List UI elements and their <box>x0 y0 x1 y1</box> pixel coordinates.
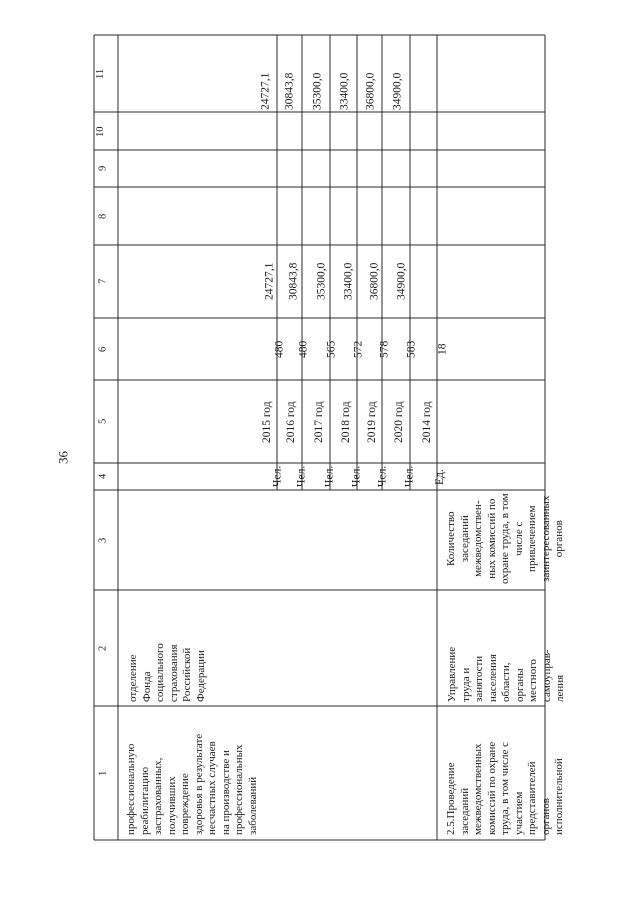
column-number-9: 9 <box>97 165 109 171</box>
row-3-value: 565 <box>325 340 338 358</box>
row-2-unit: Чел. <box>295 465 308 487</box>
row-4-col11: 33400,0 <box>338 72 351 110</box>
row-6-col7: 34900,0 <box>395 262 408 300</box>
page-number: 36 <box>55 451 71 464</box>
row-4-value: 572 <box>352 340 365 358</box>
row-1-year: 2015 год <box>261 400 274 443</box>
column-number-1: 1 <box>97 770 109 776</box>
column-number-8: 8 <box>97 213 109 219</box>
row-6-year: 2020 год <box>393 400 406 443</box>
row-6-unit: Чел. <box>403 465 416 487</box>
column-number-4: 4 <box>97 473 109 479</box>
column-number-11: 11 <box>94 68 106 79</box>
row-1-col11: 24727,1 <box>259 72 272 110</box>
row-1-value: 480 <box>273 340 286 358</box>
row-4-col7: 33400,0 <box>342 262 355 300</box>
row-5-value: 578 <box>378 340 391 358</box>
column-number-10: 10 <box>94 126 106 137</box>
row-1-col7: 24727,1 <box>263 262 276 300</box>
row-4-unit: Чел. <box>350 465 363 487</box>
row-5-year: 2019 год <box>366 400 379 443</box>
row-6-value: 583 <box>405 340 418 358</box>
row-1-unit: Чел. <box>271 465 284 487</box>
column-number-3: 3 <box>97 537 109 543</box>
row-7-unit: Ед. <box>434 468 447 485</box>
row-4-year: 2018 год <box>340 400 353 443</box>
row-3-col7: 35300,0 <box>315 262 328 300</box>
column-number-7: 7 <box>97 278 109 284</box>
row-2-year: 2016 год <box>285 400 298 443</box>
row-2-col11: 30843,8 <box>283 72 296 110</box>
row-7-indicator-text: Количество заседаний межведомствен- ных комиссий по охране труда, в том числе с привлечением заинтересованных органов <box>445 493 565 584</box>
row-6-col11: 34900,0 <box>391 72 404 110</box>
column-number-2: 2 <box>97 645 109 651</box>
row-7-value: 18 <box>436 343 449 355</box>
row-5-col7: 36800,0 <box>368 262 381 300</box>
row-2-col7: 30843,8 <box>287 262 300 300</box>
row-5-col11: 36800,0 <box>364 72 377 110</box>
row-3-year: 2017 год <box>313 400 326 443</box>
row-2-value: 480 <box>297 340 310 358</box>
row-7-executor-text: Управление труда и занятости населения области, органы местного самоуправ- ления <box>446 646 566 702</box>
row-7-year: 2014 год <box>421 400 434 443</box>
row-3-col11: 35300,0 <box>311 72 324 110</box>
row-1-event-text: профессиональную реабилитацию застрахованных, получивших повреждение здоровья в результате несчастных случаев на производстве и профессиональных заболеваний <box>125 733 259 835</box>
row-3-unit: Чел. <box>323 465 336 487</box>
column-number-6: 6 <box>97 346 109 352</box>
row-7-event-text: 2.5.Проведение заседаний межведомственных комиссий по охране труда, в том числе с участием представителей органов исполнительной <box>445 741 565 835</box>
column-number-5: 5 <box>97 418 109 424</box>
row-5-unit: Чел. <box>376 465 389 487</box>
row-1-executor-text: отделение Фонда социального страхования Российской Федерации <box>127 643 207 702</box>
